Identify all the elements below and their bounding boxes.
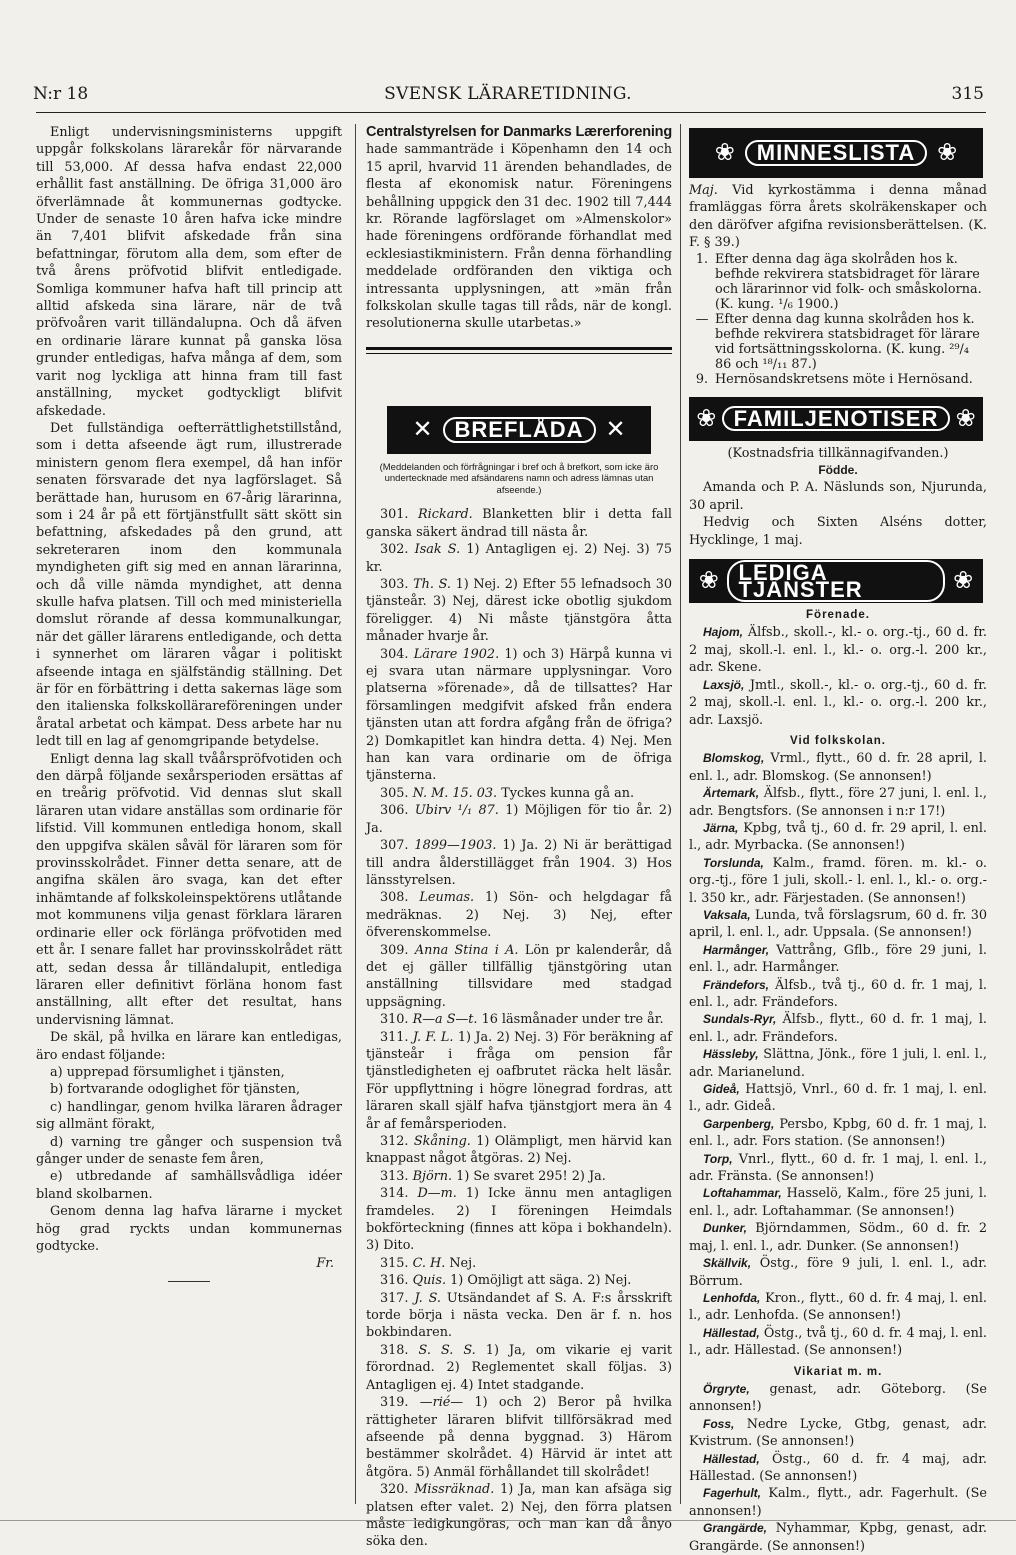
job-listing bbox=[689, 624, 987, 676]
job-details: Björndammen, Södm., 60 d. fr. 2 maj, l. enl. l., adr. Dunker. (Se annonsen!) bbox=[689, 1221, 987, 1254]
reasons-intro: De skäl, på hvilka en lärare kan entledigas, äro endast följande: bbox=[36, 1030, 342, 1063]
job-details: Älfsb., skoll.-, kl.- o. org.-tj., 60 d. fr. 2 maj, skoll.-l. enl. l., kl.- o. org.-l. 200 kr., adr. Skene. bbox=[689, 625, 987, 676]
job-listing bbox=[689, 977, 987, 1012]
lediga-tjanster-banner bbox=[689, 559, 983, 603]
job-details: Kron., flytt., 60 d. fr. 4 maj, l. enl. l., adr. Lenhofda. (Se annonsen!) bbox=[689, 1290, 987, 1324]
qa-entry bbox=[366, 889, 672, 941]
list-item: d) varning tre gånger och suspension två gånger under de senaste fem åren, bbox=[36, 1134, 342, 1167]
qa-answer: Lön pr kalenderår, då det ej gäller tillfällig tjänstgöring utan anställning tillsvidare med stadgad uppsägning. bbox=[366, 942, 672, 1010]
qa-number: 304. bbox=[380, 646, 409, 662]
section-heading: Vikariat m. m. bbox=[793, 1365, 883, 1378]
ornament-icon: ✕ bbox=[412, 415, 433, 444]
job-place: Järna, bbox=[703, 820, 739, 835]
qa-signature: D—m. bbox=[417, 1186, 457, 1202]
ornament-icon: ✕ bbox=[605, 415, 626, 444]
qa-answer: 1) Ja. 2) Ni är berättigad till andra ålderstillägget från 1904. 3) Hos länsstyrelsen. bbox=[366, 838, 672, 888]
job-details: Östg., före 9 juli, l. enl. l., adr. Börrum. bbox=[689, 1256, 987, 1289]
job-place: Grangärde, bbox=[703, 1521, 768, 1536]
job-listing bbox=[689, 942, 987, 977]
qa-answer: Nej. bbox=[449, 1255, 477, 1271]
job-details: Kalm., framd. fören. m. kl.- o. org.-tj., före 1 juli, skoll.- l. enl. l., kl.- o. org.-l. 350 kr., adr. Färjestaden. (Se annonsen!) bbox=[689, 855, 987, 906]
qa-signature: J. F. L. bbox=[412, 1029, 454, 1045]
list-item: 1. Efter denna dag äga skolråden hos k. befhde rekvirera statsbidraget för lärare och lärarinnor vid folk- och småskolorna. (K. kung. ¹/₆ 1900.) bbox=[695, 251, 982, 312]
qa-number: 303. bbox=[380, 577, 409, 592]
qa-entry bbox=[366, 1290, 672, 1342]
qa-number: 306. bbox=[380, 803, 409, 819]
closing-paragraph: Genom denna lag hafva lärarne i mycket hög grad ryckts undan kommunernas godtycke. bbox=[36, 1204, 342, 1254]
job-details: Vnrl., flytt., 60 d. fr. 1 maj, l. enl. l., adr. Fränsta. (Se annonsen!) bbox=[689, 1151, 987, 1185]
qa-entry bbox=[366, 541, 672, 576]
job-listing bbox=[689, 1185, 987, 1220]
qa-answer: 1) Ja, man kan afsäga sig platsen efter valet. 2) Nej, den förra platsen måste ledigkungöras, och man kan då ånyo söka den. bbox=[366, 1482, 672, 1550]
job-place: Lenhofda, bbox=[703, 1290, 761, 1305]
lediga-tjanster-title: LEDIGA TJÄNSTER bbox=[727, 560, 946, 603]
job-listing bbox=[689, 1485, 987, 1520]
job-listing bbox=[689, 1011, 987, 1046]
qa-number: 315. bbox=[380, 1255, 409, 1271]
job-listing bbox=[689, 1116, 987, 1151]
qa-entry bbox=[366, 1255, 672, 1272]
minneslista-title: MINNESLISTA bbox=[745, 140, 927, 165]
job-place: Ärtemark, bbox=[703, 786, 760, 801]
qa-entry bbox=[366, 576, 672, 646]
job-listing bbox=[689, 1381, 987, 1416]
job-listing bbox=[689, 1451, 987, 1486]
minneslista-banner bbox=[689, 128, 983, 178]
job-listing bbox=[689, 1046, 987, 1081]
job-details: Lunda, två förslagsrum, 60 d. fr. 30 april, l. enl. l., adr. Uppsala. (Se annonsen!) bbox=[689, 907, 987, 941]
job-details: Älfsb., två tj., 60 d. fr. 1 maj, l. enl. l., adr. Frändefors. bbox=[689, 977, 987, 1010]
job-place: Hajom, bbox=[703, 625, 744, 640]
qa-signature: Rickard. bbox=[418, 507, 473, 523]
job-place: Fagerhult, bbox=[703, 1486, 762, 1501]
familjenotiser-banner bbox=[689, 397, 983, 441]
qa-number: 320. bbox=[380, 1482, 409, 1498]
job-place: Hällestad, bbox=[703, 1451, 760, 1466]
job-listing bbox=[689, 1151, 987, 1186]
section-divider bbox=[366, 347, 672, 354]
qa-entry bbox=[366, 1185, 672, 1255]
job-details: Nyhammar, Kpbg, genast, adr. Grangärde. (Se annonsen!) bbox=[689, 1521, 987, 1554]
qa-signature: Björn. bbox=[412, 1168, 453, 1184]
middle-column bbox=[366, 124, 672, 1551]
qa-answer: Blanketten blir i detta fall ganska säkert ändrad till nästa år. bbox=[366, 507, 672, 540]
qa-answer: 1) och 3) Härpå kunna vi ej svara utan närmare upplysningar. Voro platserna »förenade», då de tillsattes? Har församlingen medgifvit afsked från endera tjänsten utan att fordra afgång från de öfriga? 2) Domkapitlet kan hindra detta. 4) Nej. Men han kan vara ordinarie om de öfriga tjänsterna. bbox=[366, 646, 672, 784]
qa-signature: Skåning. bbox=[413, 1134, 471, 1149]
job-listing bbox=[689, 1290, 987, 1325]
job-place: Sundals-Ryr, bbox=[703, 1012, 777, 1027]
maj-intro: Maj. Vid kyrkostämma i denna månad framläggas förra årets skolräkenskaper och den däröfver afgifna revisionsberättelsen. (K. F. § 39.) bbox=[689, 183, 987, 251]
qa-answer: 1) Se svaret 295! 2) Ja. bbox=[456, 1168, 606, 1184]
job-place: Hässleby, bbox=[703, 1047, 759, 1062]
ornament-icon: ❀ bbox=[953, 566, 974, 595]
job-details: Hattsjö, Vnrl., 60 d. fr. 1 maj, l. enl. l., adr. Gideå. bbox=[689, 1082, 987, 1115]
qa-number: 305. bbox=[380, 785, 409, 801]
qa-entry bbox=[366, 785, 672, 802]
qa-entry bbox=[366, 646, 672, 785]
qa-signature: Th. S. bbox=[413, 577, 451, 592]
end-rule bbox=[168, 1281, 210, 1282]
qa-number: 308. bbox=[380, 890, 409, 906]
job-place: Frändefors, bbox=[703, 977, 770, 992]
qa-number: 319. bbox=[380, 1395, 409, 1411]
qa-answer: 1) Nej. 2) Efter 55 lefnadsoch 30 tjänsteår. 3) Nej, därest icke obotlig sjukdom föreligger. 4) Ni måste tjänstgöra åtta månader hvarje år. bbox=[366, 577, 672, 645]
qa-entry bbox=[366, 1394, 672, 1481]
qa-entry bbox=[366, 942, 672, 1012]
qa-answer: 1) Icke ännu men antagligen framdeles. 2) I föreningen Heimdals bokförteckning (finnes att köpa i bokhandeln). 3) Dito. bbox=[366, 1186, 672, 1254]
qa-number: 318. bbox=[380, 1342, 409, 1358]
qa-answer: 1) Olämpligt, men härvid kan knappast något åtgöras. 2) Nej. bbox=[366, 1134, 672, 1167]
job-listing bbox=[689, 820, 987, 855]
job-details: Vattrång, Gflb., före 29 juni, l. enl. l., adr. Harmånger. bbox=[689, 942, 987, 976]
qa-number: 309. bbox=[380, 942, 409, 958]
qa-signature: Leumas. bbox=[419, 890, 475, 906]
qa-answer: 1) Omöjligt att säga. 2) Nej. bbox=[450, 1273, 632, 1289]
qa-number: 314. bbox=[380, 1186, 409, 1202]
qa-number: 317. bbox=[380, 1290, 409, 1306]
job-details: Älfsb., flytt., före 27 juni, l. enl. l., adr. Bengtsfors. (Se annonsen i n:r 17!) bbox=[689, 786, 987, 819]
column-divider bbox=[680, 124, 681, 1504]
job-place: Hällestad, bbox=[703, 1325, 760, 1340]
qa-number: 307. bbox=[380, 838, 409, 854]
qa-answer: Utsändandet af S. A. F:s årsskrift torde börja i nästa vecka. Den är f. n. hos bokbindaren. bbox=[366, 1290, 672, 1341]
qa-signature: —rié— bbox=[419, 1395, 464, 1411]
ornament-icon: ❀ bbox=[955, 403, 976, 432]
qa-answer: 1) Sön- och helgdagar få medräknas. 2) Nej. 3) Nej, efter öfverenskommelse. bbox=[366, 890, 673, 941]
qa-number: 302. bbox=[380, 542, 409, 558]
qa-signature: R—a S—t. bbox=[412, 1012, 478, 1028]
list-item: — Efter denna dag kunna skolråden hos k. befhde rekvirera statsbidraget för lärare vid fortsättningsskolorna. (K. kung. ²⁹/₄ 86 och ¹⁸/₁₁ 87.) bbox=[695, 311, 980, 372]
page-number: 315 bbox=[951, 84, 984, 104]
job-place: Blomskog, bbox=[703, 751, 765, 766]
qa-number: 310. bbox=[380, 1012, 409, 1028]
qa-signature: Ubirv ¹/₁ 87. bbox=[414, 803, 499, 819]
article-paragraph: Enligt denna lag skall tvåårspröfvotiden och den därpå följande sexårsperioden ersättas af en treårig pröfvotid. Vid dennas slut skall läraren utan vidare anställas som ordinarie för lifstid. Vill kommunen entlediga honom, skall den uppgifva skälen såväl för läraren som för provinsskolrådet. Finner detta senare, att de angifna skälen äro svaga, kan det efter inhämtande af folkskoleinspektörens utlåtande mot kommunens vilja genast förklara läraren ordinarie eller ock förlänga pröfvotiden med ett år. I senare fallet har provinsskolrådet rätt att, sedan dessa år tilländalupit, entlediga läraren eller definitivt förläna honom fast anställning, allt efter det resultat, hans undervisning lämnat. bbox=[36, 751, 342, 1028]
qa-entry bbox=[366, 837, 672, 889]
job-details: Hasselö, Kalm., före 25 juni, l. enl. l., adr. Loftahammar. (Se annonsen!) bbox=[689, 1186, 987, 1219]
qa-signature: S. S. S. bbox=[418, 1342, 476, 1358]
list-item: a) upprepad försumlighet i tjänsten, bbox=[50, 1064, 285, 1080]
qa-signature: 1899—1903. bbox=[414, 838, 497, 854]
job-listing bbox=[689, 785, 987, 820]
list-item: b) fortvarande odoglighet för tjänsten, bbox=[50, 1082, 301, 1098]
qa-signature: Lärare 1902. bbox=[413, 646, 500, 662]
qa-list bbox=[366, 506, 672, 1550]
qa-signature: Anna Stina i A. bbox=[414, 942, 519, 958]
qa-entry bbox=[366, 1272, 672, 1289]
brefladan-banner bbox=[387, 406, 651, 454]
job-place: Garpenberg, bbox=[703, 1116, 775, 1131]
job-listing bbox=[689, 1081, 987, 1116]
qa-answer: Tyckes kunna gå an. bbox=[501, 785, 635, 801]
familjenotiser-title: FAMILJENOTISER bbox=[722, 406, 951, 431]
qa-number: 301. bbox=[380, 507, 409, 523]
qa-answer: 16 läsmånader under tre år. bbox=[481, 1012, 664, 1028]
qa-entry bbox=[366, 506, 672, 541]
job-listing bbox=[689, 855, 987, 907]
qa-entry bbox=[366, 1029, 672, 1133]
job-place: Skällvik, bbox=[703, 1256, 752, 1271]
job-listing bbox=[689, 907, 987, 942]
fodde-heading: Födde. bbox=[818, 463, 858, 478]
qa-signature: N. M. 15. 03. bbox=[412, 785, 498, 801]
bottom-rule bbox=[0, 1520, 1016, 1521]
job-listing bbox=[689, 1220, 987, 1255]
reasons-list bbox=[36, 1064, 342, 1203]
maj-list bbox=[689, 252, 987, 387]
header-rule bbox=[36, 112, 986, 113]
list-item: 9. Hernösandskretsens möte i Hernösand. bbox=[695, 371, 973, 387]
column-divider bbox=[355, 124, 356, 1504]
familjenotiser-note: (Kostnadsfria tillkännagifvanden.) bbox=[727, 445, 949, 461]
ornament-icon: ❀ bbox=[714, 138, 735, 167]
ornament-icon: ❀ bbox=[696, 403, 717, 432]
qa-signature: Quis. bbox=[412, 1273, 447, 1289]
qa-entry bbox=[366, 1133, 672, 1168]
section-heading: Förenade. bbox=[806, 609, 870, 622]
job-place: Foss, bbox=[703, 1416, 735, 1431]
list-item: e) utbredande af samhällsvådliga idéer bland skolbarnen. bbox=[36, 1169, 342, 1202]
qa-entry bbox=[366, 1342, 672, 1394]
qa-number: 313. bbox=[380, 1168, 409, 1184]
centralstyrelsen-notice bbox=[366, 124, 672, 333]
job-details: Kalm., flytt., adr. Fagerhult. (Se annonsen!) bbox=[689, 1486, 987, 1519]
qa-answer: 1) Antagligen ej. 2) Nej. 3) 75 kr. bbox=[366, 542, 672, 575]
job-place: Torslunda, bbox=[703, 855, 764, 870]
qa-entry bbox=[366, 1481, 672, 1551]
qa-number: 312. bbox=[380, 1134, 409, 1149]
signature-line bbox=[36, 1255, 342, 1272]
qa-entry bbox=[366, 1168, 672, 1185]
ornament-icon: ❀ bbox=[937, 138, 958, 167]
job-details: Kpbg, två tj., 60 d. fr. 29 april, l. enl. l., adr. Myrbacka. (Se annonsen!) bbox=[689, 820, 987, 854]
qa-answer: 1) Ja. 2) Nej. 3) För beräkning af tjänsteår i fråga om pension får tjänstledigheten ej oafbrutet räcka helt läsår. För uppflyttning i högre lönegrad fordras, att läraren skall själf hafva tjänstgjort mera än 4 år af femårsperioden. bbox=[366, 1029, 673, 1132]
qa-answer: 1) Ja, om vikarie ej varit förordnad. 2) Reglementet skall följas. 3) Antagligen ej. 4) Intet stadgande. bbox=[366, 1342, 672, 1393]
job-place: Gideå, bbox=[703, 1082, 740, 1097]
job-listing bbox=[689, 1255, 987, 1290]
qa-answer: 1) och 2) Beror på hvilka rättigheter läraren blifvit tillförsäkrad med afseende på denna byggnad. 3) Härom bestämmer skolrådet. 4) Härvid är intet att åtgöra. 5) Anmäl förhållandet till skolrådet! bbox=[366, 1395, 672, 1480]
article-paragraph: Enligt undervisningsministerns uppgift uppgår folkskolans lärarekår för närvarande till 53,000. Af dessa hafva endast 22,000 erhållit fast anställning. De öfriga 31,000 äro öfverlämnade åt kommunernas godtycke. Under de senaste 10 åren hafva icke mindre än 7,401 blifvit afskedade från sina befattningar, förutom alla dem, som efter de två årens pröfvotid blifvit entledigade. Somliga kommuner hafva haft till princip att alltid afskeda sina lärare, när de två pröfvoåren varit tilländalupna. Och då äfven en ordinarie lärare kunnat på ganska lösa grunder entledigas, hafva många af dem, som varit nog lyckliga att hinna fram till fast anställning, mycket godtyckligt blifvit afskedade. bbox=[36, 125, 342, 419]
job-listing bbox=[689, 1416, 987, 1451]
qa-signature: J. S. bbox=[414, 1290, 441, 1306]
job-listing bbox=[689, 750, 987, 785]
job-place: Dunker, bbox=[703, 1221, 748, 1236]
signature: Fr. bbox=[316, 1256, 334, 1272]
article-column bbox=[36, 124, 342, 1282]
qa-signature: Missräknad. bbox=[414, 1482, 495, 1498]
newspaper-title: SVENSK LÄRARETIDNING. bbox=[384, 84, 632, 104]
job-details: Vrml., flytt., 60 d. fr. 28 april, l. enl. l., adr. Blomskog. (Se annonsen!) bbox=[689, 751, 987, 784]
job-place: Loftahammar, bbox=[703, 1186, 782, 1201]
qa-answer: 1) Möjligen för tio år. 2) Ja. bbox=[366, 803, 673, 836]
notice-title: Centralstyrelsen for Danmarks Lærerforening bbox=[366, 124, 672, 140]
maj-label: Maj. bbox=[689, 183, 718, 198]
qa-signature: Isak S. bbox=[414, 542, 461, 558]
job-place: Örgryte, bbox=[703, 1381, 750, 1396]
job-details: Nedre Lycke, Gtbg, genast, adr. Kvistrum. (Se annonsen!) bbox=[689, 1416, 987, 1450]
job-details: Östg., två tj., 60 d. fr. 4 maj, l. enl. l., adr. Hällestad. (Se annonsen!) bbox=[689, 1325, 987, 1359]
article-paragraph: Det fullständiga oefterrättlighetstillstånd, som i detta afseende ägt rum, illustrerade ministern genom flera exempel, då han inför senaten försvarade det nya lagförslaget. Så berättade han, hurusom en 67-årig lärarinna, som i 24 år på ett förtjänstfullt sätt skött sin befattning, afskedades på den grund, att sekreteraren inom den kommunala myndigheten gift sig med en annan lärarinna, och då ville nämda myndighet, att denna skulle hafva platsen. Till och med ministeriella domslut rörande af dessa kommunalkungar, när det gäller lärarens entledigande, och detta i synnerhet om läraren vågar i politiskt afseende intaga en själfständig ställning. Det är för en förbättring i detta sakernas läge som den italienska folkskollärareföreningen under åratal arbetat och kämpat. Dess arbete har nu ledt till en lag af genomgripande betydelse. bbox=[36, 420, 342, 750]
job-details: genast, adr. Göteborg. (Se annonsen!) bbox=[689, 1381, 987, 1415]
job-listing bbox=[689, 1325, 987, 1360]
qa-number: 316. bbox=[380, 1273, 409, 1289]
brefladan-note: (Meddelanden och förfrågningar i bref och å brefkort, som icke äro undertecknade med afsändarens namn och adress lämnas utan afseende.) bbox=[379, 461, 659, 496]
job-details: Persbo, Kpbg, 60 d. fr. 1 maj, l. enl. l., adr. Fors station. (Se annonsen!) bbox=[689, 1116, 987, 1150]
job-listings bbox=[689, 607, 987, 1555]
list-item: c) handlingar, genom hvilka läraren ådrager sig allmänt förakt, bbox=[36, 1099, 342, 1133]
birth-notice: Amanda och P. A. Näslunds son, Njurunda, 30 april. bbox=[689, 480, 987, 513]
right-column bbox=[689, 124, 987, 1555]
qa-number: 311. bbox=[380, 1029, 409, 1045]
brefladan-title: BREFLÅDA bbox=[443, 417, 596, 442]
page-header bbox=[0, 84, 1016, 108]
job-details: Älfsb., flytt., 60 d. fr. 1 maj, l. enl. l., adr. Frändefors. bbox=[689, 1012, 987, 1045]
job-listing bbox=[689, 1520, 987, 1555]
qa-signature: C. H. bbox=[412, 1255, 446, 1271]
section-heading: Vid folkskolan. bbox=[790, 734, 886, 747]
job-place: Harmånger, bbox=[703, 942, 770, 957]
notice-text: hade sammanträde i Köpenhamn den 14 och 15 april, hvarvid 11 ärenden behandlades, de flesta af ekonomisk natur. Föreningens behållning uppgick den 31 dec. 1902 till 7,444 kr. Rörande lagförslaget om »Almenskolor» hade föreningens ordförande förhandlat med ecklesiastikministern. Från denna förhandling meddelade ordföranden den viktiga och intressanta upplysningen, att »män från folkskolan skulle tagas till råds, när de kongl. resolutionerna skulle utarbetas.» bbox=[366, 142, 672, 332]
job-place: Torp, bbox=[703, 1151, 733, 1166]
job-details: Östg., 60 d. fr. 4 maj, adr. Hällestad. (Se annonsen!) bbox=[689, 1451, 987, 1484]
job-place: Vaksala, bbox=[703, 907, 751, 922]
job-details: Jmtl., skoll.-, kl.- o. org.-tj., 60 d. fr. 2 maj, skoll.-l. enl. l., kl.- o. org.-l. 200 kr., adr. Laxsjö. bbox=[689, 677, 987, 728]
qa-entry bbox=[366, 1011, 672, 1028]
ornament-icon: ❀ bbox=[698, 566, 719, 595]
job-details: Slättna, Jönk., före 1 juli, l. enl. l., adr. Marianelund. bbox=[689, 1047, 987, 1080]
job-place: Laxsjö, bbox=[703, 677, 745, 692]
issue-number: N:r 18 bbox=[33, 84, 89, 104]
qa-entry bbox=[366, 802, 672, 837]
birth-notice: Hedvig och Sixten Alséns dotter, Hycklinge, 1 maj. bbox=[689, 515, 987, 548]
job-listing bbox=[689, 677, 987, 729]
